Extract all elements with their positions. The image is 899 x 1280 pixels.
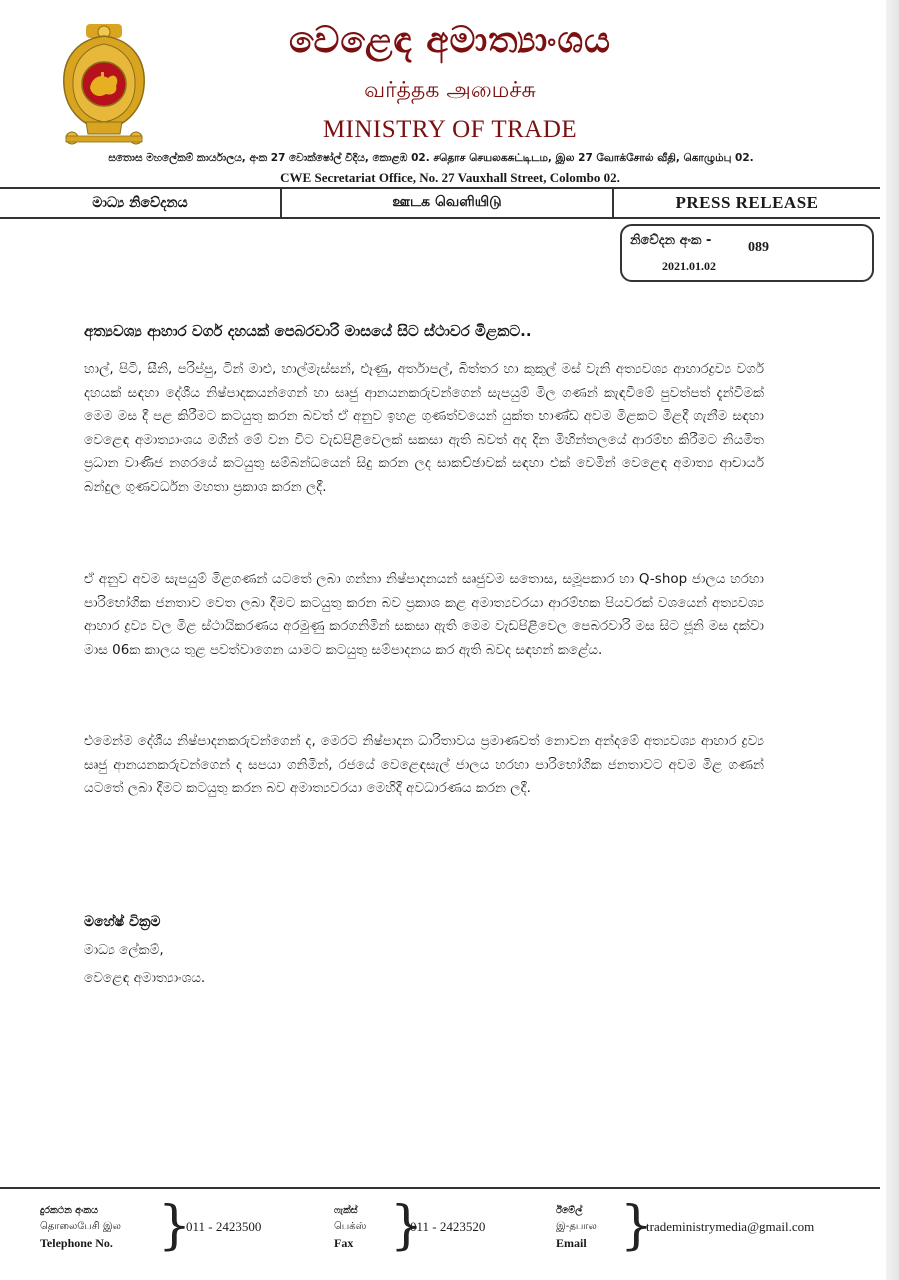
footer-email-labels [556, 1203, 597, 1251]
body-paragraph: ඒ අනුව අවම සැපයුම් මිළගණන් යටතේ ලබා ගන්නා නිෂ්පාදනයන් සෘජුවම සතොස, සමූපකාර හා Q-shop ජාලය හරහා පාරිභෝගික ජනතාව වෙත ලබා දීමට කටයුතු කරන බව ප්‍රකාශ කළ අමාත්‍යවරයා ආරම්භක පියවරක් වශයෙන් අත්‍යවශ්‍ය ආහාර ද්‍රව්‍ය වල මිළ ස්ථායිකරණය අරමුණු කරගනිමින් සකසා ඇති මෙම වැඩපිළිවෙල පෙබරවාරි මස සිට ජූනි මස දක්වා මාස 06ක කාලය තුළ පවත්වාගෙන යාමට කටයුතු සම්පාදනය කර ඇති බවද සඳහන් කළේය. [84, 571, 764, 658]
telephone-label-english: Telephone No. [40, 1236, 113, 1250]
body-paragraph: හාල්, පිටි, සීනි, පරිප්පු, ටින් මාළු, හාල්මැස්සන්, ළූණු, අර්තාපල්, බිත්තර හා කුකුල් මස් වැනි අත්‍යවශ්‍ය ආහාරද්‍රව්‍ය වර්ග දහයක් සඳහා දේශීය නිෂ්පාදකයන්ගෙන් හා සෘජු ආනයනකරුවන්ගෙන් සැපයුම් මිල ගණන් කැඳවීමේ පුවත්පත් දැන්වීමක් මෙම මස දී පළ කිරීමට කටයුතු කරන බවත් ඒ අනුව ඉහළ ගුණත්වයෙන් යුක්ත භාණ්ඩ අවම මිළකට මිළදී ගැනීම සඳහා වෙළෙඳ අමාත්‍යාංශය මගින් මේ වන විට වැඩපිළිවෙලක් සකසා ඇති බවත් අද දින මිහින්තලයේ ආරම්භ කිරීමට නියමිත ප්‍රධාන වාණිජ නගරයේ කටයුතු සම්බන්ධයෙන් සිදු කරන ලද සාකච්ඡාවක් සඳහා එක් වෙමින් වෙළෙඳ අමාත්‍ය ආචාර්ය බන්දුල ගුණවර්ධන මහතා ප්‍රකාශ කරන ලදී. [84, 361, 764, 495]
footer-divider [0, 1187, 880, 1189]
email-label-tamil: இ-தபால [556, 1221, 597, 1232]
headline: අත්‍යවශ්‍ය ආහාර වර්ග දහයක් පෙබරවාරි මාසයේ සිට ස්ථාවර මිළකට.. [84, 322, 532, 340]
email-label-sinhala: ඊමේල් [556, 1205, 583, 1216]
ministry-title-english: MINISTRY OF TRADE [322, 116, 578, 143]
telephone-value: 011 - 2423500 [186, 1219, 262, 1234]
release-date: 2021.01.02 [662, 259, 716, 273]
address-english: CWE Secretariat Office, No. 27 Vauxhall Street, Colombo 02. [280, 170, 620, 185]
release-number-label: නිවේදන අංක - [630, 233, 712, 248]
sri-lanka-emblem-icon [56, 22, 152, 148]
ministry-title-tamil: வர்த்தக அமைச்சு [364, 78, 536, 103]
page-edge-shadow [886, 0, 899, 1280]
signatory-title: මාධ්‍ය ලේකම්, [84, 942, 164, 958]
footer-brace-icon: } [390, 1196, 424, 1256]
release-number: 089 [748, 240, 769, 255]
footer-telephone-labels [40, 1203, 121, 1251]
email-label-english: Email [556, 1236, 587, 1250]
body-paragraph: එමෙන්ම දේශීය නිෂ්පාදනකරුවන්ගෙන් ද, මෙරට නිෂ්පාදන ධාරිතාවය ප්‍රමාණවත් නොවන අන්දමේ අත්‍යවශ්‍ය ආහාර ද්‍රව්‍ය සෘජු ආනයනකරුවන්ගෙන් ද සපයා ගනිමින්, රජයේ වෙළෙඳසැල් ජාලය හරහා පාරිභෝගික ජනතාවට අවම මිළ ගණන් යටතේ ලබා දීමට කටයුතු කරන බව අමාත්‍යවරයා මෙහිදී අවධාරණය කරන ලදී. [84, 733, 764, 797]
release-number-box [620, 224, 874, 282]
press-release-label-bar [0, 187, 880, 219]
fax-label-english: Fax [334, 1236, 354, 1250]
footer-brace-icon: } [620, 1196, 654, 1256]
ministry-title-sinhala: වෙළෙඳ අමාත්‍යාංශය [289, 20, 611, 61]
signatory-organization: වෙළෙඳ අමාත්‍යාංශය. [84, 970, 206, 986]
telephone-label-tamil: தொலைபேசி இல [40, 1221, 121, 1232]
label-sinhala: මාධ්‍ය නිවේදනය [0, 189, 282, 217]
email-value: tradeministrymedia@gmail.com [646, 1219, 815, 1234]
address-multilingual: සතොස මහලේකම් කාර්යාලය, අංක 27 වොක්ෂෝල් වීදිය, කොළඹ 02. சதொச செயலகசுட்டிடம, இல 27 வோக்சோல் வீதி, கொழும்பு 02. [108, 152, 754, 164]
telephone-label-sinhala: දුරකථන අංකය [40, 1205, 98, 1216]
footer-fax-labels [334, 1203, 366, 1251]
label-tamil: ஊடக வெளியிடு [282, 189, 614, 217]
signatory-name: මහේෂ් වික්‍රම [84, 914, 161, 930]
fax-label-tamil: பெக்ஸ் [334, 1221, 367, 1232]
label-english: PRESS RELEASE [675, 193, 819, 212]
fax-value: 011 - 2423520 [410, 1219, 486, 1234]
footer-brace-icon: } [158, 1196, 192, 1256]
fax-label-sinhala: ෆැක්ස් [334, 1205, 358, 1216]
